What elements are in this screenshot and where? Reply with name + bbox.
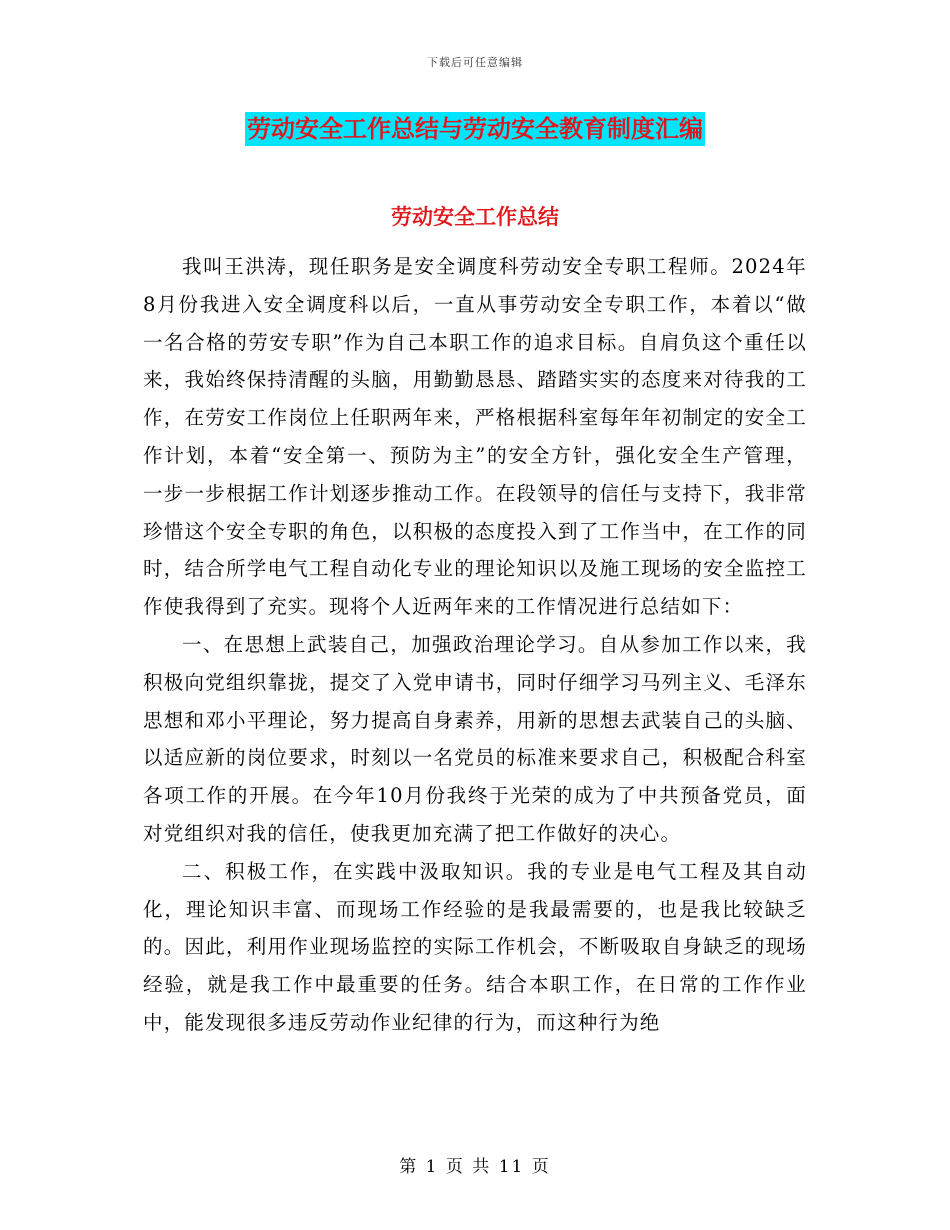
document-body — [143, 248, 807, 1042]
paragraph-political-study: 一、在思想上武装自己，加强政治理论学习。自从参加工作以来，我积极向党组织靠拢，提交了入党申请书，同时仔细学习马列主义、毛泽东思想和邓小平理论，努力提高自身素养，用新的思想去武装自己的头脑、以适应新的岗位要求，时刻以一名党员的标准来要求自己，积极配合科室各项工作的开展。在今年10月份我终于光荣的成为了中共预备党员，面对党组织对我的信任，使我更加充满了把工作做好的决心。 — [143, 632, 807, 845]
header-note: 下载后可任意编辑 — [427, 56, 523, 69]
document-main-title: 劳动安全工作总结与劳动安全教育制度汇编 — [245, 112, 705, 146]
paragraph-intro: 我叫王洪涛，现任职务是安全调度科劳动安全专职工程师。2024年8月份我进入安全调度科以后，一直从事劳动安全专职工作，本着以“做一名合格的劳安专职”作为自己本职工作的追求目标。自肩负这个重任以来，我始终保持清醒的头脑，用勤勤恳恳、踏踏实实的态度来对待我的工作，在劳安工作岗位上任职两年来，严格根据科室每年年初制定的安全工作计划，本着“安全第一、预防为主”的安全方针，强化安全生产管理，一步一步根据工作计划逐步推动工作。在段领导的信任与支持下，我非常珍惜这个安全专职的角色，以积极的态度投入到了工作当中，在工作的同时，结合所学电气工程自动化专业的理论知识以及施工现场的安全监控工作使我得到了充实。现将个人近两年来的工作情况进行总结如下： — [143, 255, 807, 619]
section-title: 劳动安全工作总结 — [391, 205, 559, 229]
paragraph-practice: 二、积极工作，在实践中汲取知识。我的专业是电气工程及其自动化，理论知识丰富、而现场工作经验的是我最需要的，也是我比较缺乏的。因此，利用作业现场监控的实际工作机会，不断吸取自身缺乏的现场经验，就是我工作中最重要的任务。结合本职工作，在日常的工作作业中，能发现很多违反劳动作业纪律的行为，而这种行为绝 — [143, 859, 807, 1034]
main-title-wrap — [0, 112, 950, 146]
page-footer: 第 1 页 共 11 页 — [399, 1157, 551, 1177]
